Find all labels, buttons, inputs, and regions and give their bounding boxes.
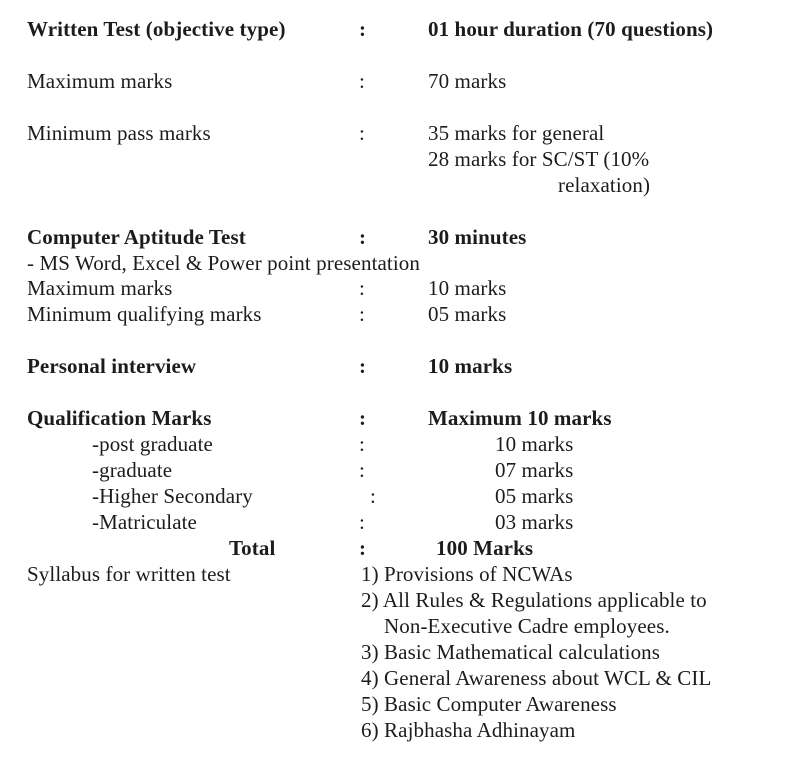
qualification-value: Maximum 10 marks <box>428 406 612 430</box>
interview-value: 10 marks <box>428 354 513 378</box>
min-pass-colon: : <box>359 121 365 145</box>
qualification-item-colon: : <box>370 484 376 508</box>
written-test-value: 01 hour duration (70 questions) <box>428 17 714 41</box>
qualification-item-label: -post graduate <box>92 432 213 456</box>
syllabus-item: 3) Basic Mathematical calculations <box>361 640 661 664</box>
min-pass-scst-line2: relaxation) <box>558 173 651 197</box>
min-qualifying-label: Minimum qualifying marks <box>27 302 262 326</box>
written-max-marks-label: Maximum marks <box>27 69 173 93</box>
qualification-label: Qualification Marks <box>27 406 212 430</box>
computer-max-marks-label: Maximum marks <box>27 276 173 300</box>
qualification-item-label: -Matriculate <box>92 510 197 534</box>
qualification-item-colon: : <box>359 432 365 456</box>
computer-max-marks-value: 10 marks <box>428 276 507 300</box>
min-qualifying-colon: : <box>359 302 365 326</box>
qualification-item-value: 03 marks <box>495 510 574 534</box>
computer-test-value: 30 minutes <box>428 225 527 249</box>
min-qualifying-value: 05 marks <box>428 302 507 326</box>
min-pass-label: Minimum pass marks <box>27 121 211 145</box>
written-test-colon: : <box>359 17 367 41</box>
computer-max-marks-colon: : <box>359 276 365 300</box>
qualification-item-value: 07 marks <box>495 458 574 482</box>
syllabus-item: 1) Provisions of NCWAs <box>361 562 573 586</box>
interview-colon: : <box>359 354 367 378</box>
syllabus-label: Syllabus for written test <box>27 562 231 586</box>
qualification-item-value: 05 marks <box>495 484 574 508</box>
syllabus-item: 5) Basic Computer Awareness <box>361 692 617 716</box>
computer-test-subjects: - MS Word, Excel & Power point presentation <box>27 251 420 275</box>
syllabus-item: 2) All Rules & Regulations applicable to <box>361 588 707 612</box>
computer-test-label: Computer Aptitude Test <box>27 225 246 249</box>
written-test-label: Written Test (objective type) <box>27 17 286 41</box>
syllabus-item-continuation: Non-Executive Cadre employees. <box>384 614 670 638</box>
total-label: Total <box>229 536 276 560</box>
total-colon: : <box>359 536 367 560</box>
syllabus-item: 6) Rajbhasha Adhinayam <box>361 718 576 742</box>
written-max-marks-colon: : <box>359 69 365 93</box>
min-pass-scst-line1: 28 marks for SC/ST (10% <box>428 147 650 171</box>
qualification-item-colon: : <box>359 510 365 534</box>
qualification-item-value: 10 marks <box>495 432 574 456</box>
qualification-item-label: -graduate <box>92 458 173 482</box>
interview-label: Personal interview <box>27 354 197 378</box>
syllabus-item: 4) General Awareness about WCL & CIL <box>361 666 712 690</box>
computer-test-colon: : <box>359 225 367 249</box>
min-pass-general: 35 marks for general <box>428 121 605 145</box>
total-value: 100 Marks <box>436 536 534 560</box>
qualification-item-label: -Higher Secondary <box>92 484 253 508</box>
qualification-item-colon: : <box>359 458 365 482</box>
qualification-colon: : <box>359 406 367 430</box>
written-max-marks-value: 70 marks <box>428 69 507 93</box>
